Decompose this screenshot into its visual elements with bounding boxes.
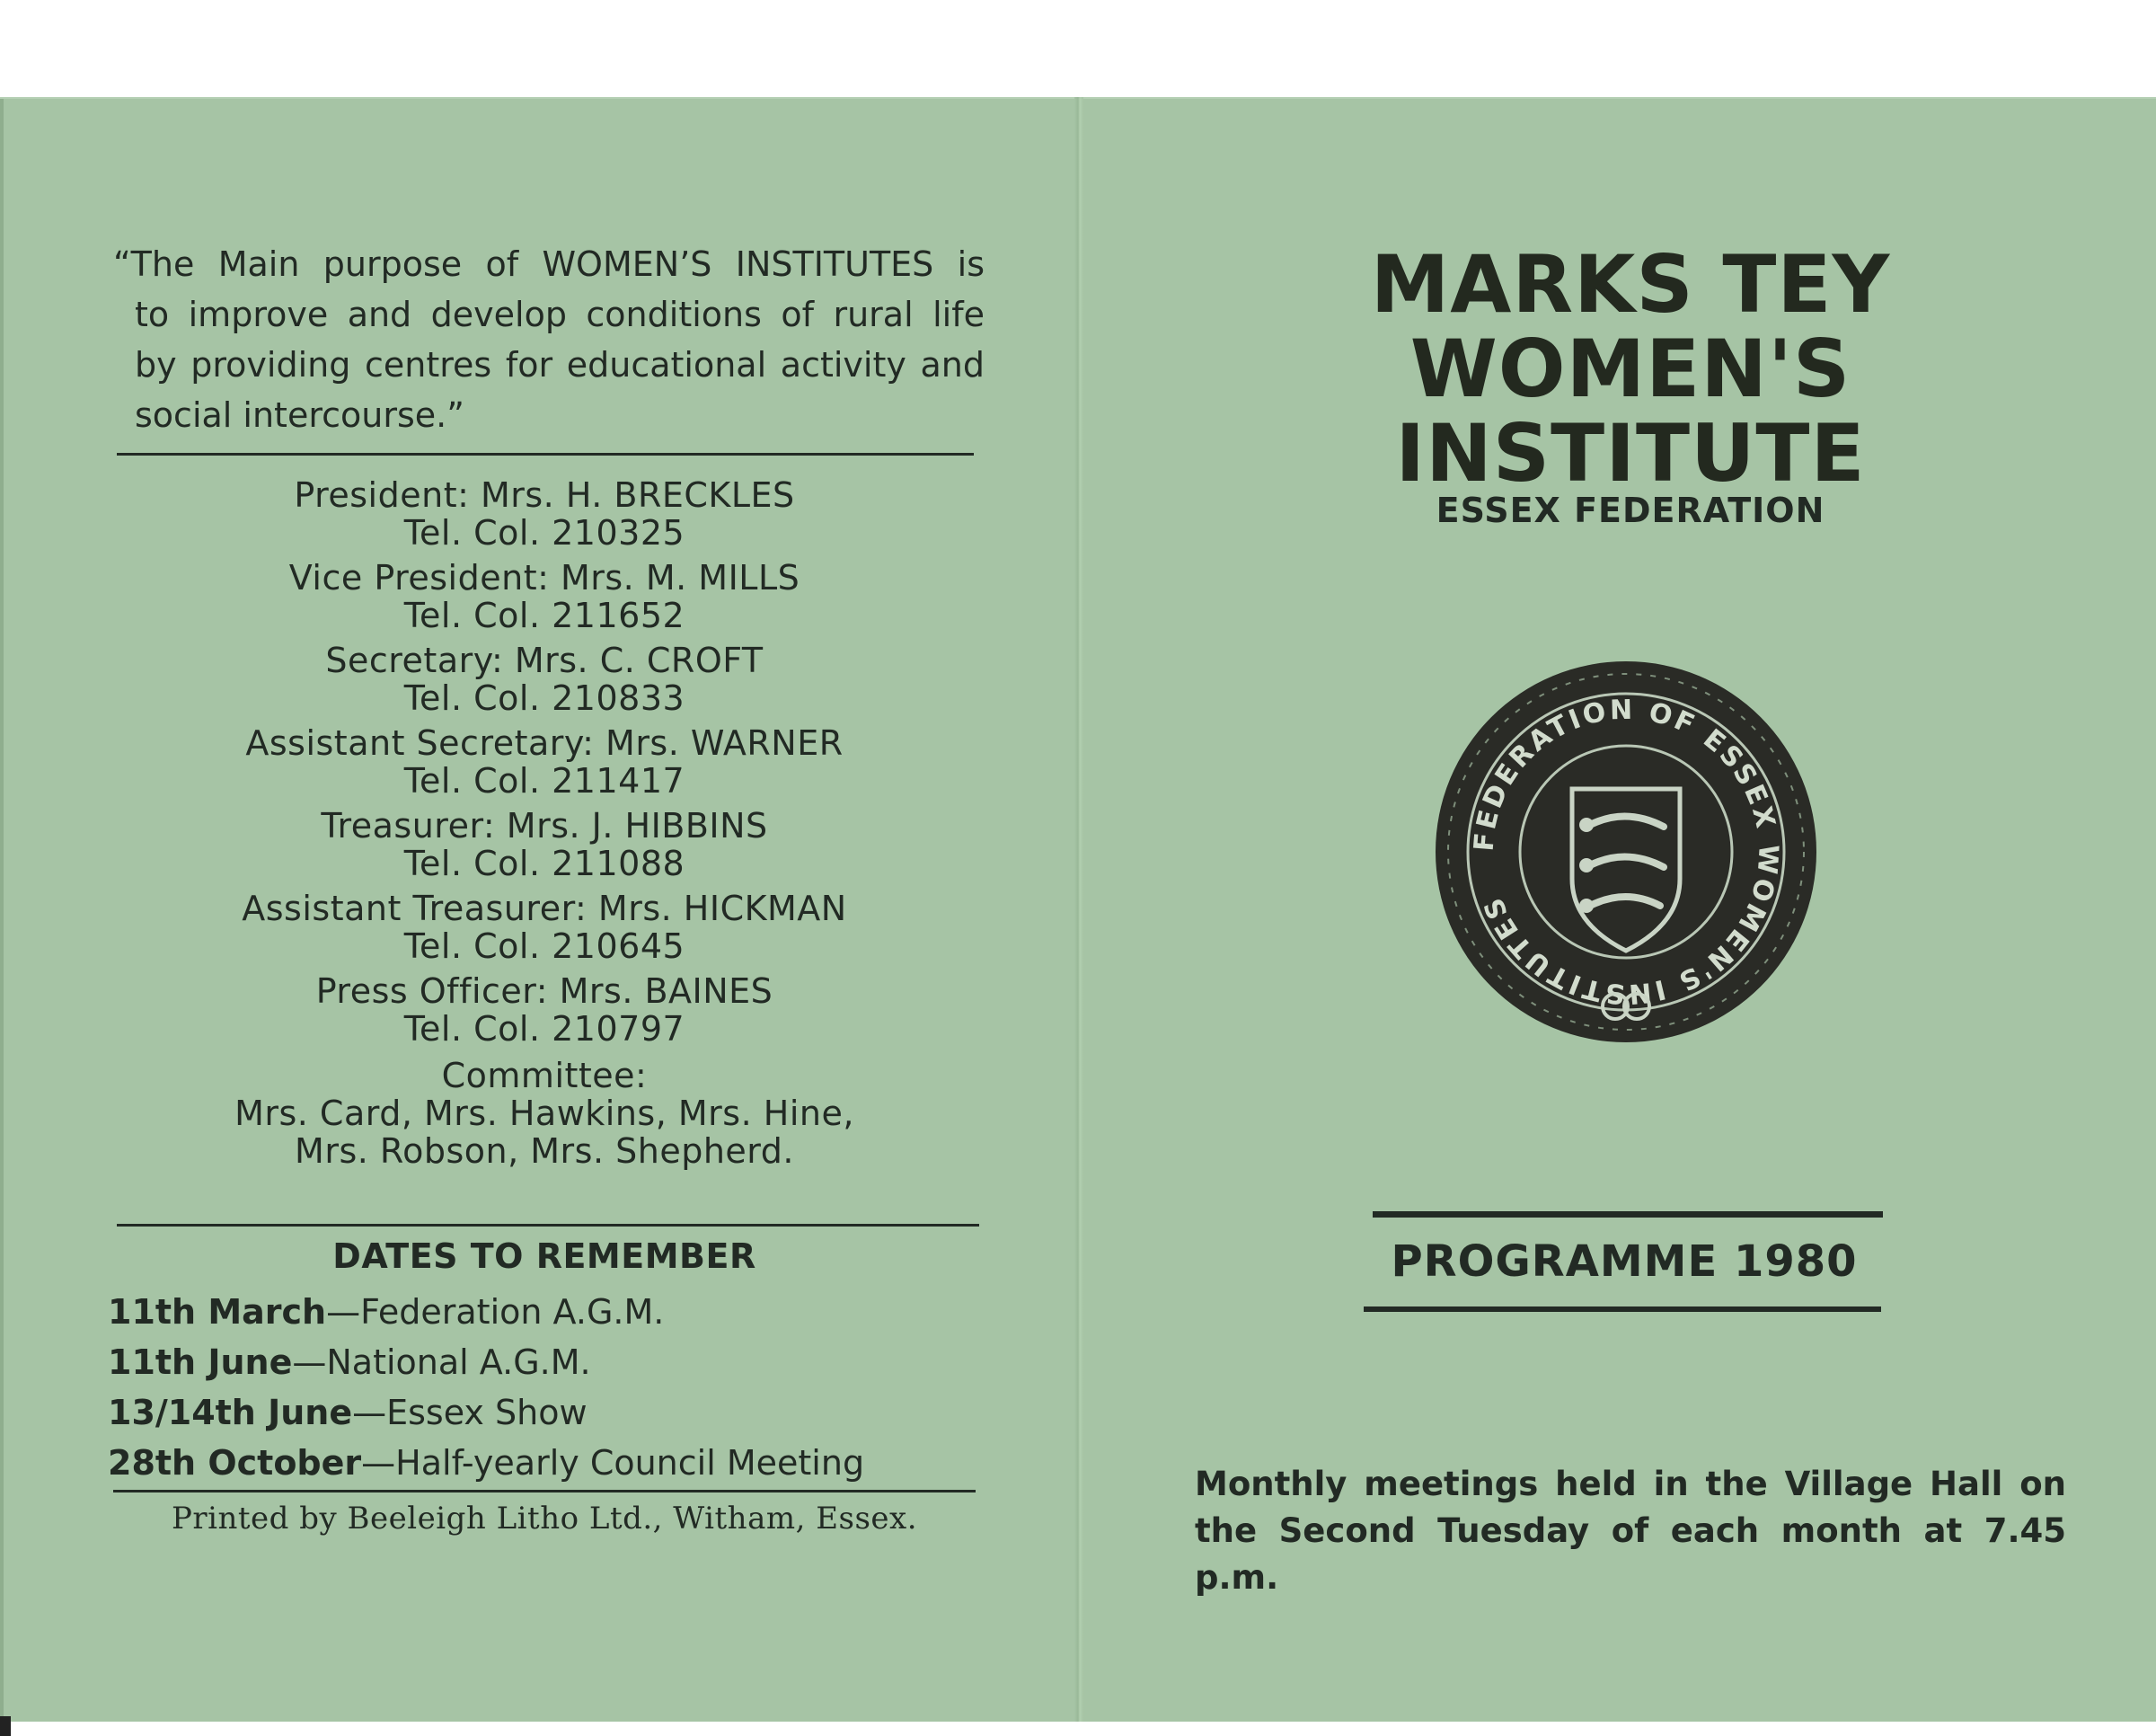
officer-tel: Tel. Col. 210325 (403, 513, 685, 553)
divider-rule (117, 453, 974, 456)
officer-tel: Tel. Col. 211652 (403, 596, 685, 635)
printer-credit: Printed by Beeleigh Litho Ltd., Witham, Essex. (171, 1501, 918, 1537)
officer-entry (117, 476, 972, 552)
officer-tel: Tel. Col. 211417 (403, 761, 685, 801)
committee-heading: Committee: (441, 1056, 648, 1095)
date-label: 11th March (108, 1292, 327, 1332)
quote-line: social intercourse.” (135, 395, 464, 435)
divider-rule (117, 1224, 979, 1227)
committee-line: Mrs. Robson, Mrs. Shepherd. (295, 1131, 794, 1171)
date-event: —National A.G.M. (292, 1342, 591, 1382)
fold-crease (1074, 97, 1083, 1722)
purpose-quote (113, 239, 985, 440)
officer-entry (117, 559, 972, 634)
title-line: WOMEN'S INSTITUTE (1395, 323, 1866, 500)
officer-role: Treasurer: Mrs. J. HIBBINS (321, 806, 768, 846)
card-edge (0, 99, 4, 1716)
officer-role: Assistant Secretary: Mrs. WARNER (245, 723, 844, 763)
dates-list (108, 1287, 988, 1488)
officers-list (117, 476, 972, 1170)
committee (117, 1057, 972, 1170)
officer-entry (117, 642, 972, 717)
scan-edge (0, 1716, 11, 1736)
officer-role: Vice President: Mrs. M. MILLS (288, 558, 800, 598)
date-row (108, 1387, 988, 1438)
officer-tel: Tel. Col. 210833 (403, 678, 685, 718)
meeting-line: Monthly meetings held in the Village Hall on (1195, 1465, 2066, 1503)
officer-role: Press Officer: Mrs. BAINES (315, 971, 773, 1011)
quote-line: by providing centres for educational activity and (135, 345, 985, 385)
officer-role: President: Mrs. H. BRECKLES (294, 475, 795, 515)
date-label: 11th June (108, 1342, 293, 1382)
officer-entry (117, 807, 972, 882)
seal-lettering: FEDERATION OF ESSEX WOMEN'S INSTITUTES (1468, 694, 1784, 1010)
meeting-info (1195, 1461, 2066, 1601)
date-label: 28th October (108, 1443, 362, 1483)
date-row (108, 1287, 988, 1337)
officer-tel: Tel. Col. 210797 (403, 1009, 685, 1049)
quote-line: “The Main purpose of WOMEN’S INSTITUTES is (113, 244, 985, 284)
officer-role: Secretary: Mrs. C. CROFT (325, 641, 764, 680)
divider-rule (1373, 1211, 1883, 1218)
divider-rule (113, 1490, 976, 1492)
seal-emblem-icon (1428, 654, 1824, 1050)
officer-entry (117, 972, 972, 1048)
federation-seal (1428, 654, 1824, 1050)
officer-entry (117, 724, 972, 800)
officer-role: Assistant Treasurer: Mrs. HICKMAN (242, 889, 847, 928)
institute-title (1168, 238, 2093, 500)
federation-subtitle: ESSEX FEDERATION (1436, 491, 1825, 530)
title-line: MARKS TEY (1370, 238, 1891, 331)
officer-tel: Tel. Col. 210645 (403, 926, 685, 966)
date-label: 13/14th June (108, 1393, 353, 1432)
date-event: —Essex Show (352, 1393, 588, 1432)
date-row (108, 1337, 988, 1387)
date-event: —Federation A.G.M. (326, 1292, 665, 1332)
officer-tel: Tel. Col. 211088 (403, 844, 685, 883)
programme-year: PROGRAMME 1980 (1391, 1236, 1858, 1287)
meeting-line: the Second Tuesday of each month at 7.45 p.m. (1195, 1511, 2066, 1597)
committee-line: Mrs. Card, Mrs. Hawkins, Mrs. Hine, (234, 1094, 854, 1133)
quote-line: to improve and develop conditions of rural life (135, 295, 985, 334)
dates-title: DATES TO REMEMBER (332, 1236, 756, 1276)
divider-rule (1364, 1306, 1881, 1312)
officer-entry (117, 890, 972, 965)
date-row (108, 1438, 988, 1488)
date-event: —Half-yearly Council Meeting (361, 1443, 865, 1483)
